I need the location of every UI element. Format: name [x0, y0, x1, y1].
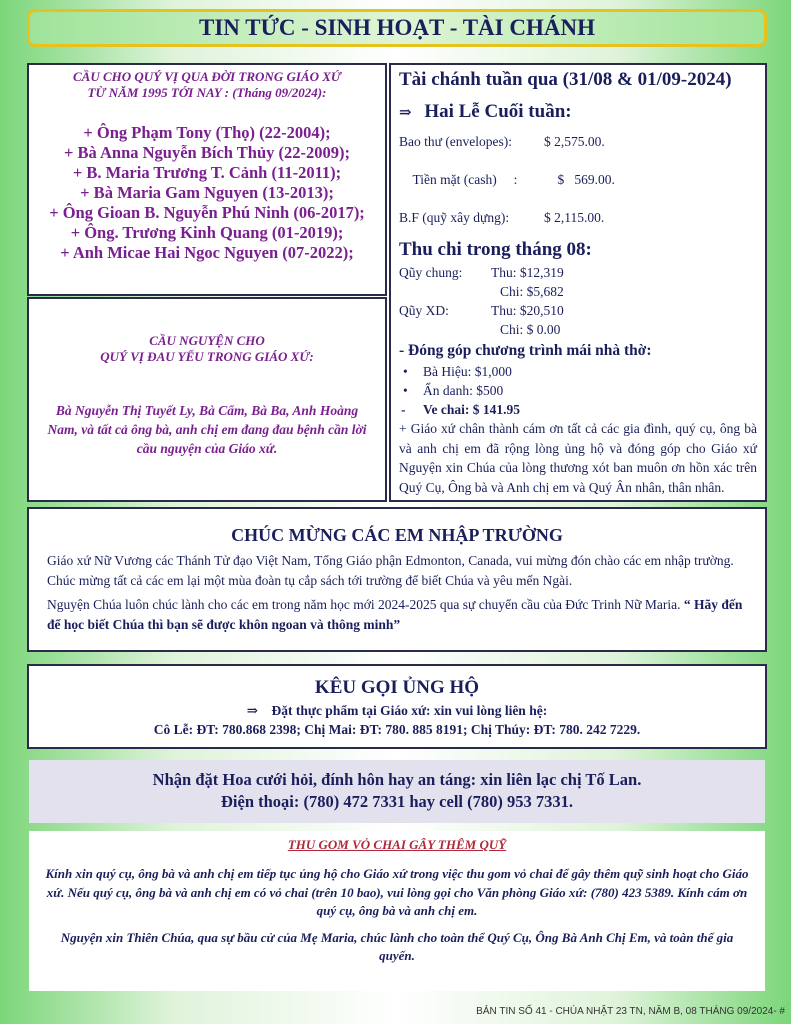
roof-heading: - Đóng góp chương trình mái nhà thờ: [399, 342, 652, 359]
flowers-box [29, 760, 765, 823]
fund-general-out: Chi: $5,682 [500, 284, 564, 299]
deceased-heading-line1: CẦU CHO QUÝ VỊ QUA ĐỜI TRONG GIÁO XỨ [73, 69, 341, 84]
support-line1: ⇒ Đặt thực phẩm tại Giáo xứ: xin vui lòng liên hệ: [246, 703, 548, 718]
deceased-prayer-box [27, 63, 387, 296]
deceased-name: + Ông Phạm Tony (Thọ) (22-2004); [83, 123, 331, 142]
deceased-name: + Bà Maria Gam Nguyen (13-2013); [80, 183, 334, 202]
page-title: TIN TỨC - SINH HOẠT - TÀI CHÁNH [27, 9, 767, 47]
school-paragraph: Giáo xứ Nữ Vương các Thánh Tử đạo Việt Nam, Tổng Giáo phận Edmonton, Canada, vui mừng đón chào các em nhập trường. Chúc mừng tất cả các em lại một mùa đoàn tụ cắp sách tới trường để biết Chúa và yêu mến Ngài. [47, 553, 734, 588]
weekend-row: B.F (quỹ xây dựng): $ 2,115.00. [399, 210, 605, 225]
support-title: KÊU GỌI ỦNG HỘ [314, 677, 480, 698]
fund-build-row: Qũy XD: Thu: $20,510 [399, 303, 564, 318]
support-contacts: Cô Lễ: ĐT: 780.868 2398; Chị Mai: ĐT: 780. 885 8191; Chị Thúy: ĐT: 780. 242 7229. [153, 722, 641, 737]
support-box [27, 664, 767, 749]
sick-heading-line1: CẦU NGUYỆN CHO [149, 333, 265, 348]
finance-title: Tài chánh tuần qua (31/08 & 01/09-2024) [399, 69, 732, 90]
flowers-line2: Điện thoại: (780) 472 7331 hay cell (780) 953 7331. [221, 792, 573, 811]
finance-box [389, 63, 767, 502]
deceased-name: + Bà Anna Nguyễn Bích Thủy (22-2009); [64, 143, 350, 162]
weekend-heading-row [399, 97, 757, 128]
school-quote: “ Hãy đến để học biết Chúa thì bạn sẽ được khôn ngoan và thông minh” [47, 597, 743, 632]
sick-body: Bà Nguyễn Thị Tuyết Ly, Bà Cẩm, Bà Ba, Anh Hoàng Nam, và tất cả ông bà, anh chị em đang đau bệnh cần lời cầu nguyện của Giáo xứ. [47, 403, 367, 456]
arrow-icon: ⇒ [246, 703, 259, 718]
weekend-row: Tiền mặt (cash) : $ 569.00. [412, 172, 615, 187]
deceased-name: + Ông. Trương Kinh Quang (01-2019); [70, 223, 344, 242]
bottles-paragraph: Nguyện xin Thiên Chúa, qua sự bầu cử của Mẹ Maria, chúc lành cho toàn thể Quý Cụ, Ông Bà Anh Chị Em, và toàn thể gia quyến. [60, 929, 734, 963]
sick-prayer-box [27, 297, 387, 502]
school-title: CHÚC MỪNG CÁC EM NHẬP TRƯỜNG [231, 525, 563, 545]
deceased-heading-line2: TỪ NĂM 1995 TỚI NAY : (Tháng 09/2024): [87, 85, 327, 100]
finance-thanks: + Giáo xứ chân thành cám ơn tất cả các gia đình, quý cụ, ông bà và anh chị em đã rộng lòng ủng hộ và đóng góp cho Giáo xứ Nguyện xin Chúa của lòng thương xót ban muôn ơn hồn xác trên Quý Cụ, Ông bà và Anh chị em và Quý Ân nhân, thân nhân. [399, 421, 757, 495]
school-box [27, 507, 767, 652]
arrow-icon: ⇒ [399, 105, 412, 121]
ve-chai-row: - Ve chai: $ 141.95 [401, 402, 520, 417]
bottles-box [29, 831, 765, 991]
month-heading: Thu chi trong tháng 08: [399, 239, 592, 260]
bottles-title: THU GOM VỎ CHAI GÂY THÊM QUỸ [287, 837, 507, 852]
weekend-row: Bao thư (envelopes): $ 2,575.00. [399, 134, 605, 149]
bottles-paragraph: Kính xin quý cụ, ông bà và anh chị em tiếp tục ủng hộ cho Giáo xứ trong việc thu gom vỏ chai để gây thêm quỹ sinh hoạt cho Giáo xứ. Nếu quý cụ, ông bà và anh chị em có vỏ chai (trên 10 bao), vui lòng gọi cho Văn phòng Giáo xứ: (780) 423 5389. Kính cám ơn quý cụ, ông bà và anh chị em. [45, 866, 749, 918]
roof-item: • Bà Hiệu: $1,000 [399, 362, 757, 381]
fund-general-row: Qũy chung: Thu: $12,319 [399, 265, 564, 280]
deceased-name: + B. Maria Trương T. Cảnh (11-2011); [72, 163, 342, 182]
fund-build-out: Chi: $ 0.00 [500, 322, 561, 337]
school-paragraph: Nguyện Chúa luôn chúc lành cho các em trong năm học mới 2024-2025 qua sự chuyển cầu của Đức Trinh Nữ Maria. “ Hãy đến để học biết Chúa thì bạn sẽ được khôn ngoan và thông minh” [47, 597, 743, 632]
deceased-name: + Ông Gioan B. Nguyễn Phú Ninh (06-2017); [49, 203, 365, 222]
roof-item: • Ẩn danh: $500 [399, 381, 757, 400]
sick-heading-line2: QUÝ VỊ ĐAU YẾU TRONG GIÁO XỨ: [100, 349, 314, 364]
flowers-line1: Nhận đặt Hoa cưới hỏi, đính hôn hay an táng: xin liên lạc chị Tố Lan. [152, 770, 642, 789]
footer: BẢN TIN SỐ 41 - CHÚA NHẬT 23 TN, NĂM B, 08 THÁNG 09/2024- # [476, 1006, 785, 1017]
deceased-name: + Anh Micae Hai Ngoc Nguyen (07-2022); [60, 243, 354, 262]
weekend-heading: Hai Lễ Cuối tuần: [424, 101, 572, 122]
